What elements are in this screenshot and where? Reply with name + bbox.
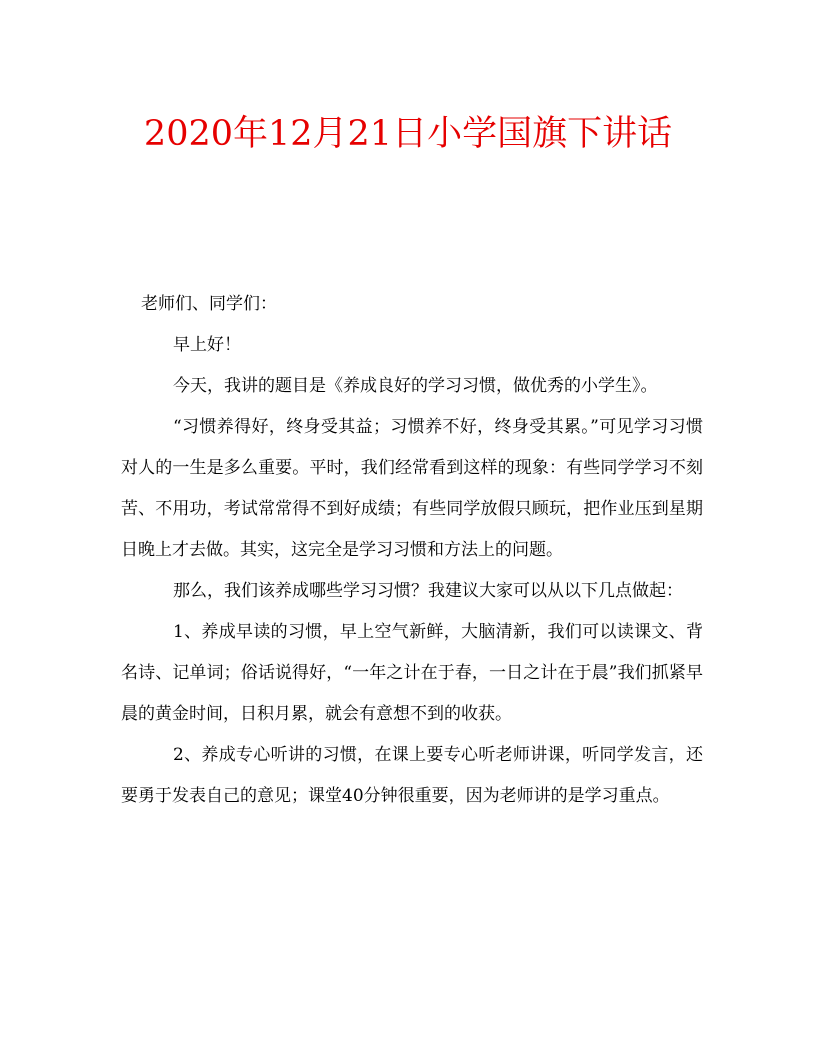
- paragraph-morning-reading: 1、养成早读的习惯，早上空气新鲜，大脑清新，我们可以读课文、背名诗、记单词；俗话说得好，“一年之计在于春，一日之计在于晨”我们抓紧早晨的黄金时间，日积月累，就会有意想不到的收获。: [121, 622, 703, 724]
- document-body: [121, 284, 703, 817]
- document-title: 2020年12月21日小学国旗下讲话: [143, 114, 673, 154]
- paragraph-listening: 2、养成专心听讲的习惯，在课上要专心听老师讲课，听同学发言，还要勇于发表自己的意见；课堂40分钟很重要，因为老师讲的是学习重点。: [121, 745, 703, 806]
- paragraph-habits-importance: “习惯养得好，终身受其益；习惯养不好，终身受其累。”可见学习习惯对人的一生是多么重要。平时，我们经常看到这样的现象：有些同学学习不刻苦、不用功，考试常常得不到好成绩；有些同学放假只顾玩，把作业压到星期日晚上才去做。其实，这完全是学习习惯和方法上的问题。: [121, 417, 703, 560]
- paragraph-topic: 今天，我讲的题目是《养成良好的学习习惯，做优秀的小学生》。: [173, 376, 658, 396]
- paragraph-greeting: 早上好！: [173, 335, 241, 355]
- salutation: 老师们、同学们：: [141, 294, 277, 314]
- paragraph-suggestions-intro: 那么，我们该养成哪些学习习惯？我建议大家可以从以下几点做起：: [173, 581, 683, 601]
